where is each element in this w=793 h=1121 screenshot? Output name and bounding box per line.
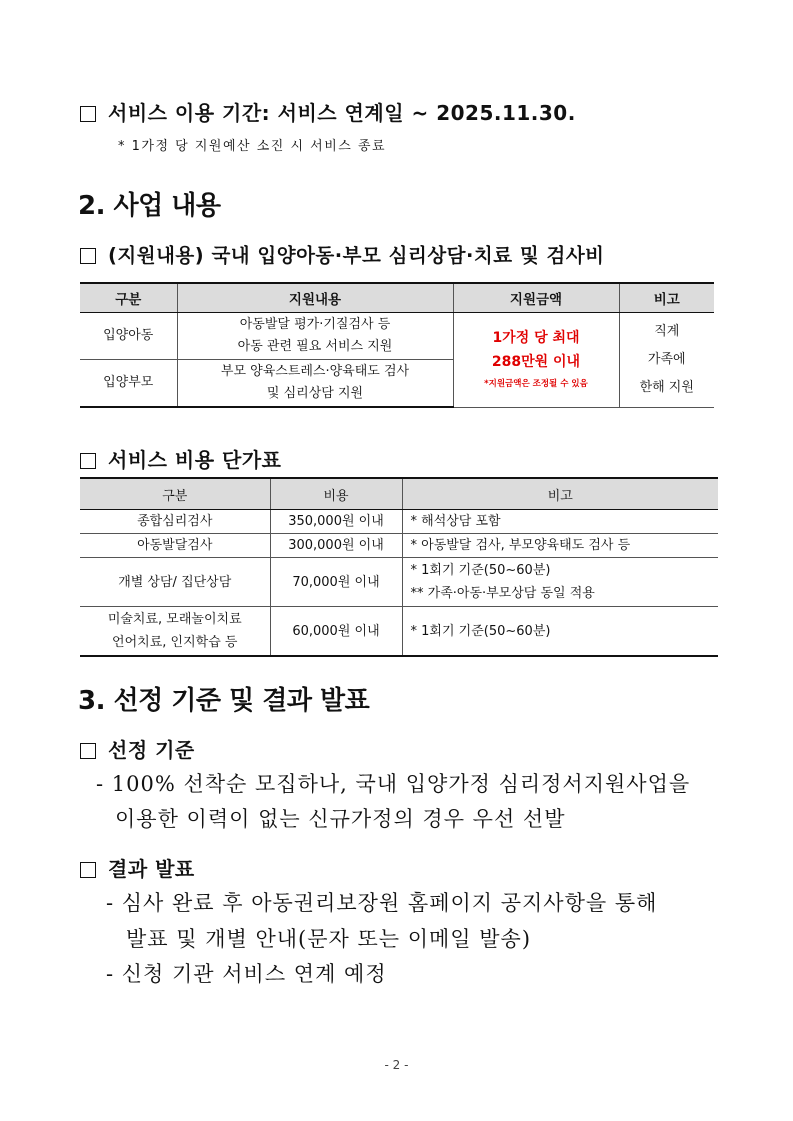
criteria-line: - 100% 선착순 모집하나, 국내 입양가정 심리정서지원사업을: [96, 772, 691, 796]
amount-note: *지원금액은 조정될 수 있음: [484, 378, 588, 389]
remark-cell: * 아동발달 검사, 부모양육태도 검사 등: [402, 534, 718, 558]
column-header: 비고: [402, 478, 718, 510]
table-row: [80, 313, 714, 360]
section-3-title: 3. 선정 기준 및 결과 발표: [78, 686, 370, 716]
remark-cell: * 해석상담 포함: [402, 510, 718, 534]
criteria-heading: 선정 기준: [80, 734, 195, 763]
column-header: 구분: [80, 478, 270, 510]
checkbox-square-icon: [80, 743, 96, 759]
category-cell: 개별 상담/ 집단상담: [80, 558, 270, 607]
table-header-row: [80, 283, 714, 313]
result-line: - 신청 기관 서비스 연계 예정: [106, 962, 387, 986]
checkbox-square-icon: [80, 106, 96, 122]
category-cell: 입양아동: [80, 313, 177, 360]
support-content-heading: (지원내용) 국내 입양아동·부모 심리상담·치료 및 검사비: [80, 240, 605, 268]
service-period-heading: 서비스 이용 기간: 서비스 연계일 ~ 2025.11.30.: [80, 97, 576, 126]
cost-cell: 70,000원 이내: [270, 558, 402, 607]
category-cell: 종합심리검사: [80, 510, 270, 534]
category-cell: 아동발달검사: [80, 534, 270, 558]
table-header-row: [80, 478, 718, 510]
page-number: - 2 -: [384, 1058, 409, 1072]
table-row: [80, 558, 718, 607]
cost-cell: 300,000원 이내: [270, 534, 402, 558]
cost-table-heading: 서비스 비용 단가표: [80, 444, 282, 473]
result-heading: 결과 발표: [80, 853, 195, 882]
cost-cell: 60,000원 이내: [270, 607, 402, 657]
category-cell: 입양부모: [80, 360, 177, 408]
table-row: [80, 510, 718, 534]
service-period-note: * 1가정 당 지원예산 소진 시 서비스 종료: [118, 139, 387, 154]
cost-cell: 350,000원 이내: [270, 510, 402, 534]
column-header: 비용: [270, 478, 402, 510]
content-cell: 아동발달 평가·기질검사 등 아동 관련 필요 서비스 지원: [177, 313, 453, 360]
section-2-title: 2. 사업 내용: [78, 191, 221, 221]
table-row: [80, 607, 718, 657]
support-table: [80, 282, 714, 408]
column-header: 구분: [80, 283, 177, 313]
result-line: - 심사 완료 후 아동권리보장원 홈페이지 공지사항을 통해: [106, 891, 658, 915]
remark-cell: * 1회기 기준(50~60분) ** 가족·아동·부모상담 동일 적용: [402, 558, 718, 607]
column-header: 지원내용: [177, 283, 453, 313]
criteria-line: 이용한 이력이 없는 신규가정의 경우 우선 선발: [115, 807, 566, 831]
checkbox-square-icon: [80, 453, 96, 469]
category-cell: 미술치료, 모래놀이치료 언어치료, 인지학습 등: [80, 607, 270, 657]
amount-cell: 1가정 당 최대 288만원 이내 *지원금액은 조정될 수 있음: [453, 313, 619, 408]
content-cell: 부모 양육스트레스·양육태도 검사 및 심리상담 지원: [177, 360, 453, 408]
remark-cell: * 1회기 기준(50~60분): [402, 607, 718, 657]
table-row: [80, 534, 718, 558]
checkbox-square-icon: [80, 862, 96, 878]
checkbox-square-icon: [80, 248, 96, 264]
remark-cell: 직계 가족에 한해 지원: [619, 313, 714, 408]
column-header: 비고: [619, 283, 714, 313]
result-line: 발표 및 개별 안내(문자 또는 이메일 발송): [126, 927, 532, 951]
cost-table: [80, 477, 718, 657]
column-header: 지원금액: [453, 283, 619, 313]
